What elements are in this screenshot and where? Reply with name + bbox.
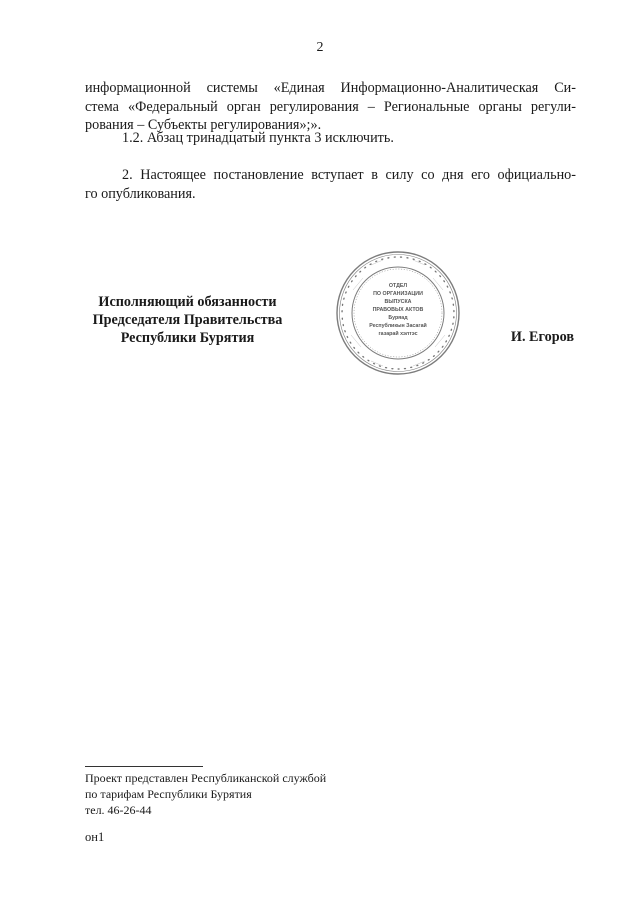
svg-text:• • • • • • • • • • • • • • •: • • • • • • • • • • • • • • • • • • • • • • • • • • • • • • • • • • • • • • • • • • • • • • • • • • • • • [339, 254, 456, 371]
signatory-title-line: Исполняющий обязанности [98, 294, 277, 310]
seal-border-text [340, 255, 456, 371]
footnote-divider [85, 766, 203, 767]
official-seal [333, 250, 463, 376]
document-code: он1 [85, 830, 105, 844]
paragraph-line: информационной системы «Единая Информационно-Аналитическая Си- [85, 80, 576, 96]
paragraph-line: го опубликования. [85, 185, 196, 202]
page-number: 2 [316, 40, 324, 55]
paragraph-line: 1.2. Абзац тринадцатый пункта 3 исключить. [122, 130, 394, 146]
seal-center-line: ВЫПУСКА [384, 299, 412, 305]
paragraph-line: 2. Настоящее постановление вступает в силу со дня его официально- [122, 167, 576, 183]
paragraph-line: рования – Субъекты регулирования»;». [85, 117, 322, 133]
seal-rings [337, 252, 459, 374]
footnote [85, 770, 326, 818]
signatory-title-line: Республики Бурятия [120, 330, 255, 346]
seal-center-line: ПРАВОВЫХ АКТОВ [372, 307, 424, 313]
seal-hatching [351, 260, 445, 366]
seal-center-line: ОТДЕЛ [388, 283, 408, 289]
paragraph-line: стема «Федеральный орган регулирования – Региональные органы регули- [85, 98, 576, 115]
seal-center-line: Буряад [388, 315, 408, 321]
footnote-line: тел. 46-26-44 [85, 803, 152, 817]
footnote-line: Проект представлен Республиканской службой [85, 771, 327, 785]
seal-center-line: Республикын Засагай [369, 323, 427, 329]
paragraph-effective-date [85, 166, 576, 203]
signatory-title-line: Председателя Правительства [92, 312, 283, 328]
signatory-title [80, 293, 295, 347]
paragraph-amendment-text [85, 79, 576, 135]
seal-center-line: ПО ОРГАНИЗАЦИИ [373, 291, 423, 297]
footnote-line: по тарифам Республики Бурятия [85, 787, 252, 801]
paragraph-item-1-2 [85, 129, 576, 148]
signatory-name: И. Егоров [510, 329, 574, 345]
seal-center-line: газарай хэлтэс [378, 331, 418, 337]
